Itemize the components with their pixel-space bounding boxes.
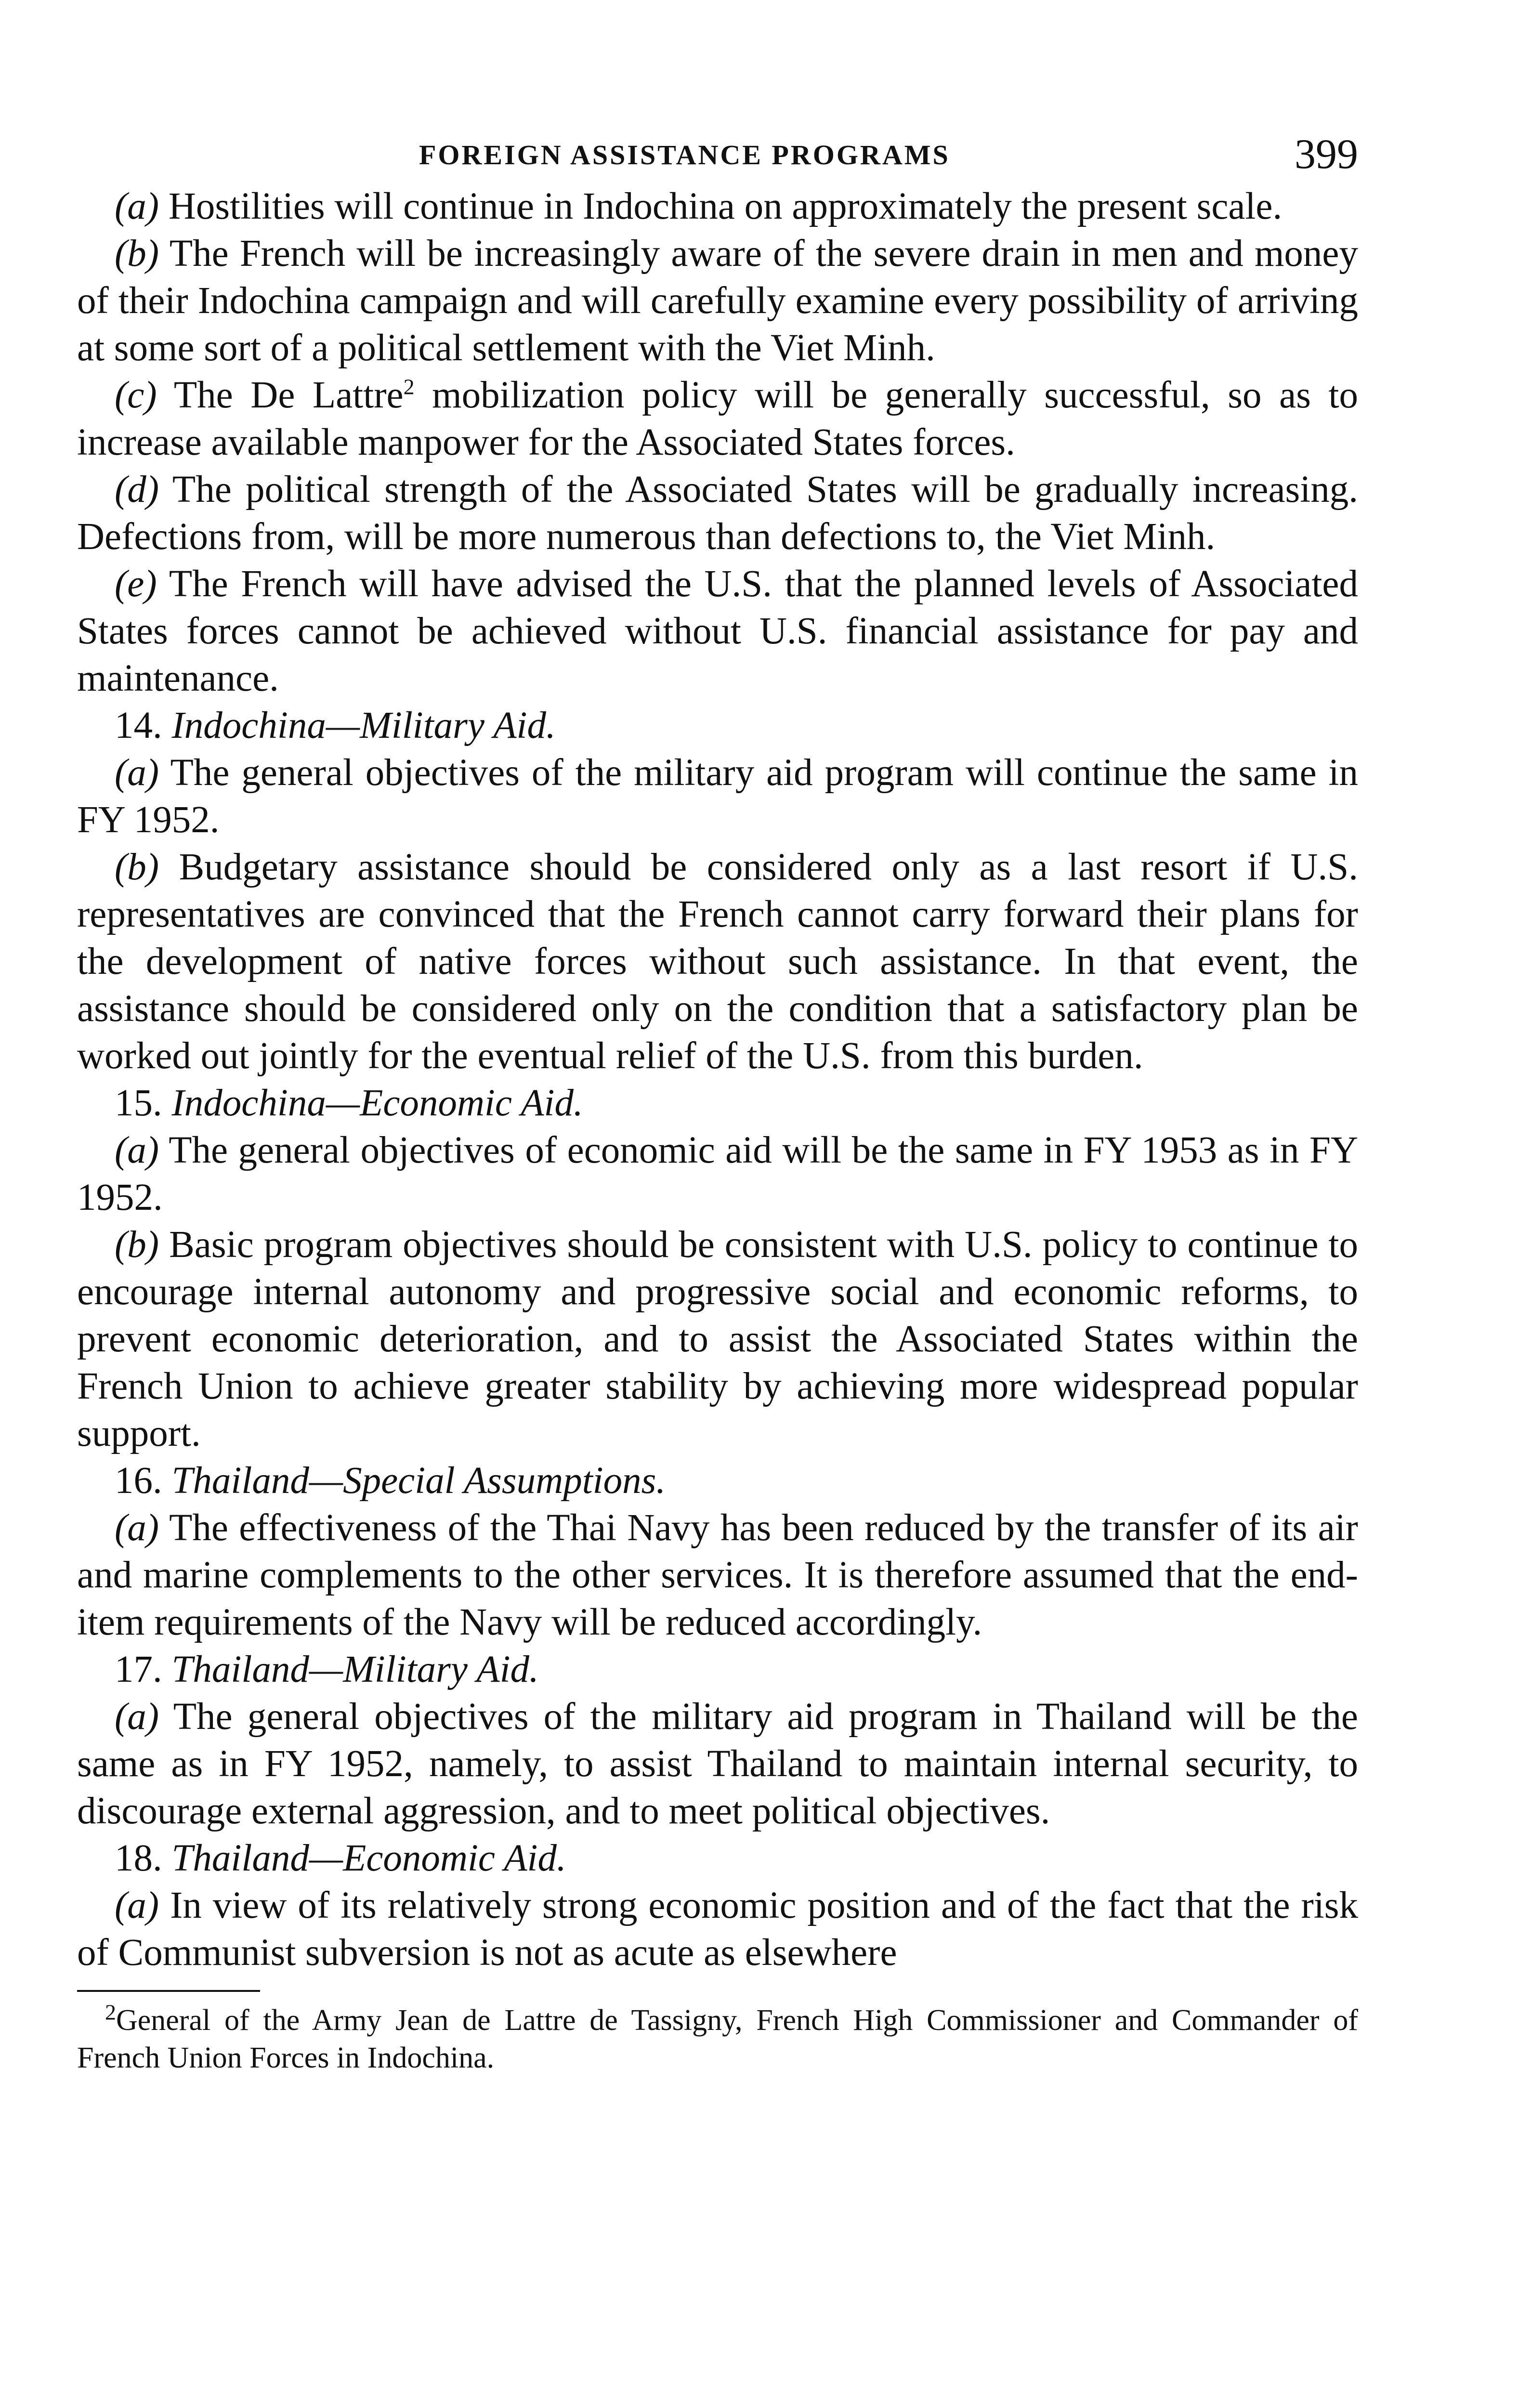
paragraph [77, 230, 1358, 372]
section-title: Thailand—Special Assumptions. [171, 1460, 666, 1502]
paragraph [77, 1505, 1358, 1646]
section-title: Indochina—Military Aid. [171, 705, 556, 746]
footnote [77, 2002, 1358, 2077]
paragraph-text: Basic program objectives should be consistent with U.S. policy to continue to encourage internal autonomy and progressive social and economic reforms, to prevent economic deterioration, and to assist the Associated States within the French Union to achieve greater stability by achieving more widespread popular support. [77, 1224, 1358, 1454]
paragraph [77, 466, 1358, 561]
paragraph-marker: (a) [115, 752, 159, 794]
document-page [77, 130, 1358, 2077]
paragraph [77, 1127, 1358, 1221]
section-title: Thailand—Economic Aid. [171, 1837, 566, 1879]
page-header [77, 130, 1358, 183]
section-heading [77, 702, 1358, 749]
footnote-divider [77, 1990, 260, 1992]
section-number: 18. [115, 1837, 162, 1879]
section-heading [77, 1080, 1358, 1127]
section-number: 17. [115, 1649, 162, 1690]
paragraph-text: mobilization policy will be generally successful, so as to increase available manpower for the Associated States forces. [77, 374, 1358, 463]
paragraph [77, 1693, 1358, 1835]
paragraph-text: The general objectives of the military aid program in Thailand will be the same as in FY 1952, namely, to assist Thailand to maintain internal security, to discourage external aggression, and to meet political objectives. [77, 1696, 1358, 1832]
paragraph-marker: (d) [115, 469, 159, 510]
section-number: 15. [115, 1082, 162, 1124]
paragraph-text: The effectiveness of the Thai Navy has been reduced by the transfer of its air and marine complements to the other services. It is therefore assumed that the end-item requirements of the Navy will be reduced accordingly. [77, 1507, 1358, 1643]
body-text [77, 183, 1358, 1976]
paragraph-text: The general objectives of economic aid will be the same in FY 1953 as in FY 1952. [77, 1129, 1358, 1218]
paragraph-marker: (c) [115, 374, 157, 416]
paragraph-text: The De Lattre [157, 374, 404, 416]
page-number: 399 [1295, 131, 1358, 178]
paragraph-text: The French will be increasingly aware of the severe drain in men and money of their Indochina campaign and will carefully examine every possibility of arriving at some sort of a political settlement with the Viet Minh. [77, 233, 1358, 369]
section-number: 14. [115, 705, 162, 746]
paragraph [77, 183, 1358, 230]
paragraph [77, 844, 1358, 1080]
paragraph-text: The French will have advised the U.S. that the planned levels of Associated States forces cannot be achieved without U.S. financial assistance for pay and maintenance. [77, 563, 1358, 699]
paragraph-text: The general objectives of the military aid program will continue the same in FY 1952. [77, 752, 1358, 841]
paragraph-text: In view of its relatively strong economic position and of the fact that the risk of Communist subversion is not as acute as elsewhere [77, 1885, 1358, 1974]
paragraph-text: Budgetary assistance should be considered only as a last resort if U.S. representatives are convinced that the French cannot carry forward their plans for the development of native forces without such assistance. In that event, the assistance should be considered only on the condition that a satisfactory plan be worked out jointly for the eventual relief of the U.S. from this burden. [77, 846, 1358, 1077]
paragraph-marker: (a) [115, 1885, 159, 1926]
paragraph [77, 372, 1358, 466]
paragraph-marker: (a) [115, 1129, 159, 1171]
paragraph-text: The political strength of the Associated States will be gradually increasing. Defections from, will be more numerous than defections to, the Viet Minh. [77, 469, 1358, 558]
paragraph-marker: (b) [115, 846, 159, 888]
paragraph [77, 749, 1358, 844]
paragraph [77, 1882, 1358, 1976]
section-number: 16. [115, 1460, 162, 1502]
footnote-reference: 2 [403, 374, 415, 399]
footnote-marker: 2 [105, 2000, 116, 2025]
section-title: Indochina—Economic Aid. [171, 1082, 583, 1124]
paragraph-marker: (b) [115, 233, 159, 275]
paragraph-marker: (b) [115, 1224, 159, 1266]
paragraph-marker: (e) [115, 563, 157, 605]
paragraph [77, 561, 1358, 702]
section-heading [77, 1835, 1358, 1882]
paragraph-marker: (a) [115, 185, 159, 227]
section-heading [77, 1457, 1358, 1505]
paragraph-marker: (a) [115, 1696, 159, 1738]
section-title: Thailand—Military Aid. [171, 1649, 539, 1690]
section-heading [77, 1646, 1358, 1693]
footnote-text: General of the Army Jean de Lattre de Tassigny, French High Commissioner and Commander of French Union Forces in Indochina. [77, 2004, 1358, 2074]
paragraph [77, 1221, 1358, 1457]
paragraph-marker: (a) [115, 1507, 159, 1549]
paragraph-text: Hostilities will continue in Indochina on approximately the present scale. [159, 185, 1282, 227]
running-head: FOREIGN ASSISTANCE PROGRAMS [419, 139, 950, 170]
